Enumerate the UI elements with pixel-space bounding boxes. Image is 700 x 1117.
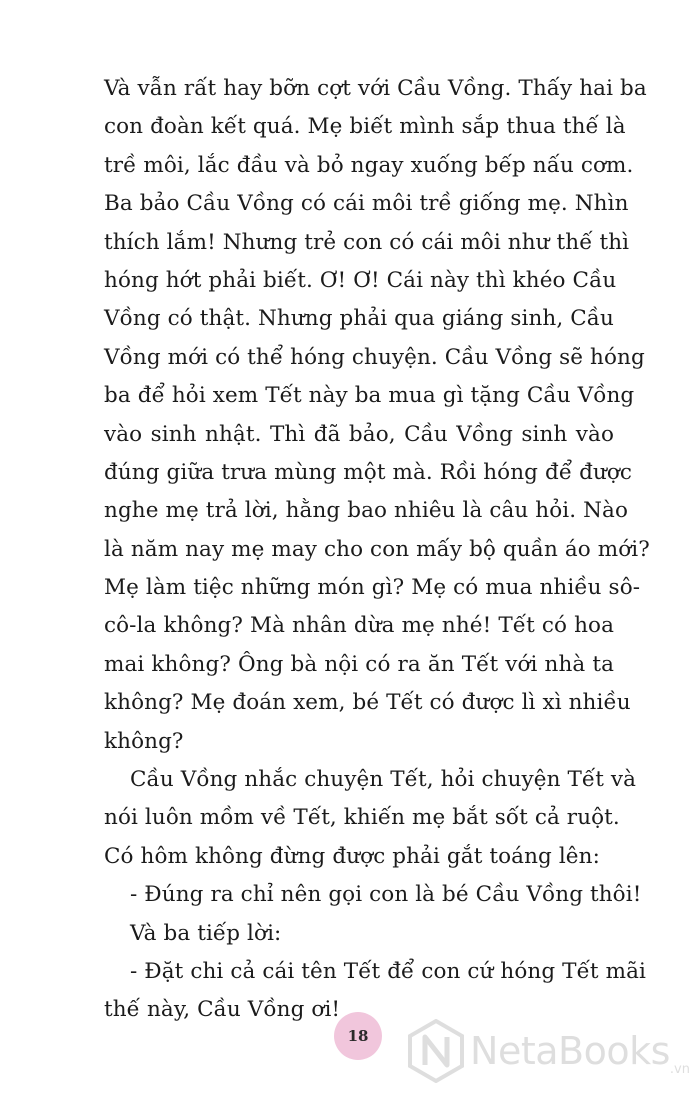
text-line: Và vẫn rất hay bỡn cợt với Cầu Vồng. Thấy hai ba [104, 76, 647, 101]
page-number: 18 [347, 1027, 369, 1045]
text-line: Và ba tiếp lời: [130, 920, 282, 946]
text-line: ba để hỏi xem Tết này ba mua gì tặng Cầu Vồng [104, 383, 635, 409]
text-line: thích lắm! Nhưng trẻ con có cái môi như thế thì [104, 229, 630, 255]
body-text [104, 70, 650, 1030]
text-line: vào sinh nhật. Thì đã bảo, Cầu Vồng sinh vào [104, 421, 614, 447]
text-line: Mẹ làm tiệc những món gì? Mẹ có mua nhiều sô- [104, 575, 641, 601]
dialogue-line: - Đúng ra chỉ nên gọi con là bé Cầu Vồng thôi! [130, 882, 642, 908]
text-line: cô-la không? Mà nhân dừa mẹ nhé! Tết có hoa [104, 613, 614, 639]
text-line: nghe mẹ trả lời, hằng bao nhiêu là câu hỏi. Nào [104, 498, 629, 524]
text-line: mai không? Ông bà nội có ra ăn Tết với nhà ta [104, 651, 614, 677]
text-line: không? Mẹ đoán xem, bé Tết có được lì xì nhiều [104, 690, 631, 716]
netabooks-logo-icon [408, 1019, 464, 1083]
text-line: trề môi, lắc đầu và bỏ ngay xuống bếp nấu cơm. [104, 152, 634, 178]
text-line: đúng giữa trưa mùng một mà. Rồi hóng để được [104, 459, 633, 485]
text-line: Vồng mới có thể hóng chuyện. Cầu Vồng sẽ hóng [104, 344, 645, 370]
watermark-suffix: .vn [669, 1062, 690, 1077]
text-line: Ba bảo Cầu Vồng có cái môi trề giống mẹ. Nhìn [104, 191, 629, 217]
text-line: Cầu Vồng nhắc chuyện Tết, hỏi chuyện Tết và [130, 767, 637, 793]
text-line: không? [104, 728, 184, 754]
text-line: là năm nay mẹ may cho con mấy bộ quần áo mới? [104, 536, 650, 562]
text-line: Có hôm không đừng được phải gắt toáng lên: [104, 843, 600, 869]
page-number-badge [334, 1012, 382, 1060]
watermark [408, 1019, 690, 1083]
text-line: Vồng có thật. Nhưng phải qua giáng sinh, Cầu [104, 306, 614, 332]
text-line: con đoàn kết quá. Mẹ biết mình sắp thua thế là [104, 114, 626, 140]
text-line: hóng hớt phải biết. Ơ! Ơ! Cái này thì khéo Cầu [104, 267, 617, 293]
dialogue-line: - Đặt chi cả cái tên Tết để con cứ hóng Tết mãi [130, 958, 646, 984]
watermark-brand: NetaBooks [470, 1029, 670, 1073]
text-line: nói luôn mồm về Tết, khiến mẹ bắt sốt cả ruột. [104, 805, 620, 831]
text-line: thế này, Cầu Vồng ơi! [104, 997, 341, 1023]
